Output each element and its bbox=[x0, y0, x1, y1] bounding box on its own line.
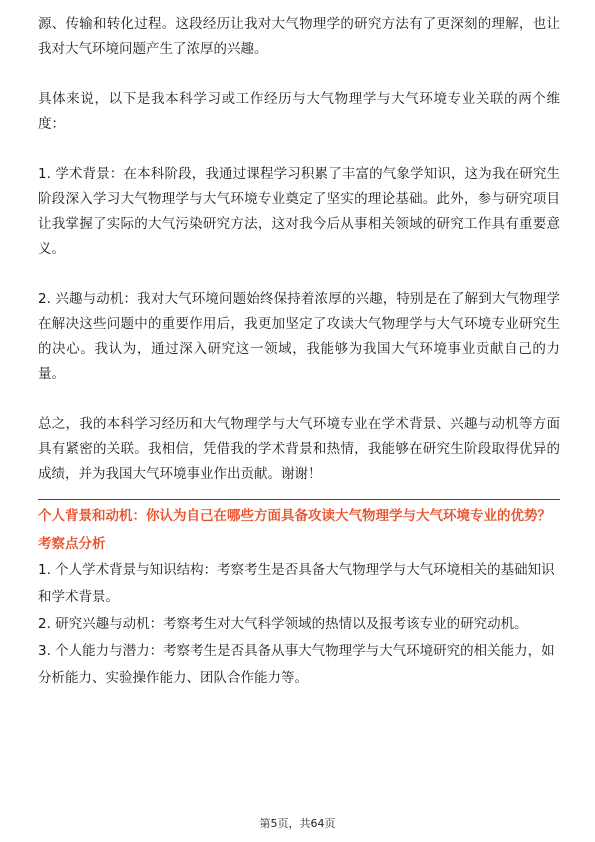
analysis-title: 考察点分析 bbox=[38, 536, 106, 552]
spacer bbox=[38, 487, 560, 499]
page-content bbox=[38, 12, 560, 692]
page-number-footer: 第5页，共64页 bbox=[259, 817, 336, 830]
section-divider bbox=[38, 499, 560, 500]
analysis-item: 3. 个人能力与潜力：考察考生是否具备从事大气物理学与大气环境研究的相关能力，如分析能力、实验操作能力、团队合作能力等。 bbox=[38, 643, 555, 686]
analysis-item: 2. 研究兴趣与动机：考察考生对大气科学领域的热情以及报考该专业的研究动机。 bbox=[38, 616, 528, 632]
paragraph-specific: 具体来说，以下是我本科学习或工作经历与大气物理学与大气环境专业关联的两个维度： bbox=[38, 91, 560, 132]
question-heading: 个人背景和动机：你认为自己在哪些方面具备攻读大气物理学与大气环境专业的优势？ bbox=[38, 508, 551, 524]
paragraph-summary: 总之，我的本科学习经历和大气物理学与大气环境专业在学术背景、兴趣与动机等方面具有紧密的关联。我相信，凭借我的学术背景和热情，我能够在研究生阶段取得优异的成绩，并为我国大气环境事业作出贡献。谢谢！ bbox=[38, 416, 560, 482]
paragraph-gap bbox=[38, 262, 560, 287]
paragraph-intro-tail: 源、传输和转化过程。这段经历让我对大气物理学的研究方法有了更深刻的理解，也让我对大气环境问题产生了浓厚的兴趣。 bbox=[38, 16, 560, 57]
paragraph-point-1: 1. 学术背景：在本科阶段，我通过课程学习积累了丰富的气象学知识，这为我在研究生阶段深入学习大气物理学与大气环境专业奠定了坚实的理论基础。此外，参与研究项目让我掌握了实际的大气污染研究方法，这对我今后从事相关领域的研究工作具有重要意义。 bbox=[38, 166, 560, 257]
paragraph-gap bbox=[38, 387, 560, 412]
paragraph-point-2: 2. 兴趣与动机：我对大气环境问题始终保持着浓厚的兴趣，特别是在了解到大气物理学在解决这些问题中的重要作用后，我更加坚定了攻读大气物理学与大气环境专业研究生的决心。我认为，通过深入研究这一领域，我能够为我国大气环境事业贡献自己的力量。 bbox=[38, 291, 560, 382]
analysis-item: 1. 个人学术背景与知识结构：考察考生是否具备大气物理学与大气环境相关的基础知识和学术背景。 bbox=[38, 562, 555, 605]
paragraph-gap bbox=[38, 62, 560, 87]
paragraph-gap bbox=[38, 137, 560, 162]
